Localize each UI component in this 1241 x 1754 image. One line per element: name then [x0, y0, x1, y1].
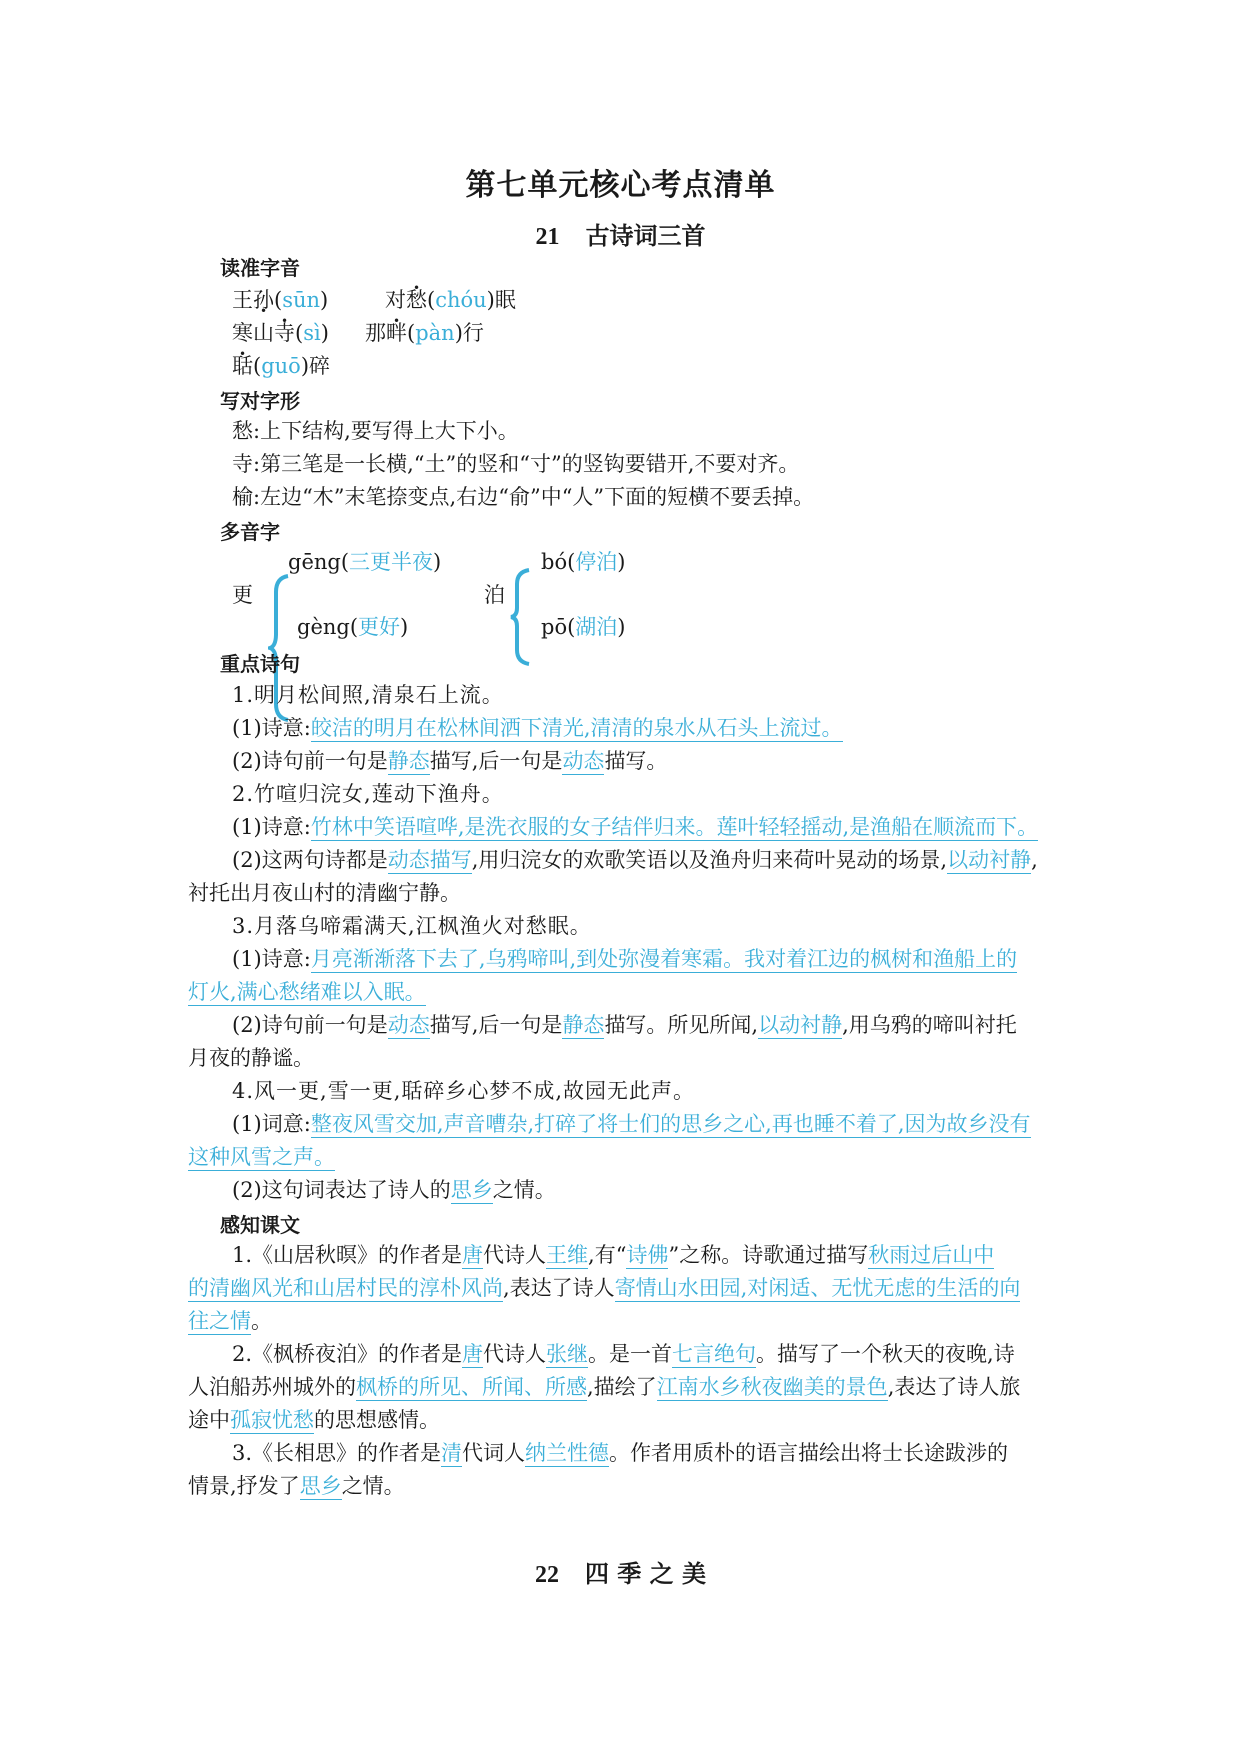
page-title: 第七单元核心考点清单 — [465, 168, 776, 203]
poly-1-char: 更 — [232, 583, 253, 607]
poem-4-analysis: (2)这句词表达了诗人的思乡之情。 — [232, 1178, 556, 1202]
poem-2-analysis: (2)这两句诗都是动态描写,用归浣女的欢歌笑语以及渔舟归来荷叶晃动的场景,以动衬静, — [232, 848, 1038, 872]
perceive-1: 1.《山居秋暝》的作者是唐代诗人王维,有“诗佛”之称。诗歌通过描写秋雨过后山中 — [232, 1243, 995, 1267]
poem-line-4: 4.风一更,雪一更,聒碎乡心梦不成,故园无此声。 — [232, 1079, 696, 1103]
poem-line-3: 3.月落乌啼霜满天,江枫渔火对愁眠。 — [232, 914, 592, 938]
lesson-name: 古诗词三首 — [585, 221, 706, 250]
poem-2-analysis-cont: 衬托出月夜山村的清幽宁静。 — [188, 881, 461, 905]
poem-line-1: 1.明月松间照,清泉石上流。 — [232, 683, 504, 707]
perceive-2-cont: 人泊船苏州城外的枫桥的所见、所闻、所感,描绘了江南水乡秋夜幽美的景色,表达了诗人旅 — [188, 1375, 1021, 1399]
pinyin-word-2: 对愁(chóu)眠 — [385, 288, 516, 312]
brace-icon — [509, 568, 533, 666]
pinyin-word-5: 聒(guō)碎 — [232, 354, 331, 378]
poly-1-reading-2: gèng(更好) — [297, 615, 409, 639]
section-key-lines: 重点诗句 — [220, 652, 300, 676]
section-perceive: 感知课文 — [220, 1213, 300, 1237]
poly-1-reading-1: gēng(三更半夜) — [288, 550, 442, 574]
perceive-2: 2.《枫桥夜泊》的作者是唐代诗人张继。是一首七言绝句。描写了一个秋天的夜晚,诗 — [232, 1342, 1015, 1366]
perceive-3-cont: 情景,抒发了思乡之情。 — [188, 1474, 405, 1498]
glyph-note-1: 愁:上下结构,要写得上大下小。 — [232, 419, 519, 443]
lesson-number: 21 — [535, 224, 560, 250]
poem-2-meaning: (1)诗意:竹林中笑语喧哗,是洗衣服的女子结伴归来。莲叶轻轻摇动,是渔船在顺流而下。 — [232, 815, 1039, 839]
poem-3-meaning: (1)诗意:月亮渐渐落下去了,乌鸦啼叫,到处弥漫着寒霜。我对着江边的枫树和渔船上的 — [232, 947, 1018, 971]
poly-2-reading-2: pō(湖泊) — [541, 615, 626, 639]
poly-2-reading-1: bó(停泊) — [541, 550, 626, 574]
poem-3-analysis: (2)诗句前一句是动态描写,后一句是静态描写。所见所闻,以动衬静,用乌鸦的啼叫衬托 — [232, 1013, 1017, 1037]
perceive-1-cont: 的清幽风光和山居村民的淳朴风尚,表达了诗人寄情山水田园,对闲适、无忧无虑的生活的向 — [188, 1276, 1021, 1300]
pinyin-word-1: 王孙(sūn) — [232, 288, 329, 312]
poem-1-meaning: (1)诗意:皎洁的明月在松林间洒下清光,清清的泉水从石头上流过。 — [232, 716, 843, 740]
lesson-21-title — [0, 216, 1241, 251]
lesson-name: 四 季 之 美 — [584, 1559, 707, 1588]
poem-1-analysis: (2)诗句前一句是静态描写,后一句是动态描写。 — [232, 749, 668, 773]
poem-line-2: 2.竹喧归浣女,莲动下渔舟。 — [232, 782, 504, 806]
glyph-note-3: 榆:左边“木”末笔捺变点,右边“俞”中“人”下面的短横不要丢掉。 — [232, 485, 815, 509]
poem-4-meaning: (1)词意:整夜风雪交加,声音嘈杂,打碎了将士们的思乡之心,再也睡不着了,因为故乡没有 — [232, 1112, 1031, 1136]
glyph-note-2: 寺:第三笔是一长横,“土”的竖和“寸”的竖钩要错开,不要对齐。 — [232, 452, 800, 476]
section-read: 读准字音 — [220, 256, 300, 280]
poly-2-char: 泊 — [484, 583, 505, 607]
poem-4-meaning-cont: 这种风雪之声。 — [188, 1145, 335, 1169]
poem-3-analysis-cont: 月夜的静谧。 — [188, 1046, 314, 1070]
lesson-22-title — [0, 1554, 1241, 1589]
perceive-3: 3.《长相思》的作者是清代词人纳兰性德。作者用质朴的语言描绘出将士长途跋涉的 — [232, 1441, 1009, 1465]
pinyin-word-3: 寒山寺(sì) — [232, 321, 329, 345]
section-polyphone: 多音字 — [220, 520, 280, 544]
lesson-number: 22 — [534, 1562, 559, 1588]
perceive-2-cont-2: 途中孤寂忧愁的思想感情。 — [188, 1408, 440, 1432]
section-write: 写对字形 — [220, 389, 300, 413]
pinyin-word-4: 那畔(pàn)行 — [365, 321, 484, 345]
perceive-1-cont-2: 往之情。 — [188, 1309, 272, 1333]
poem-3-meaning-cont: 灯火,满心愁绪难以入眠。 — [188, 980, 426, 1004]
